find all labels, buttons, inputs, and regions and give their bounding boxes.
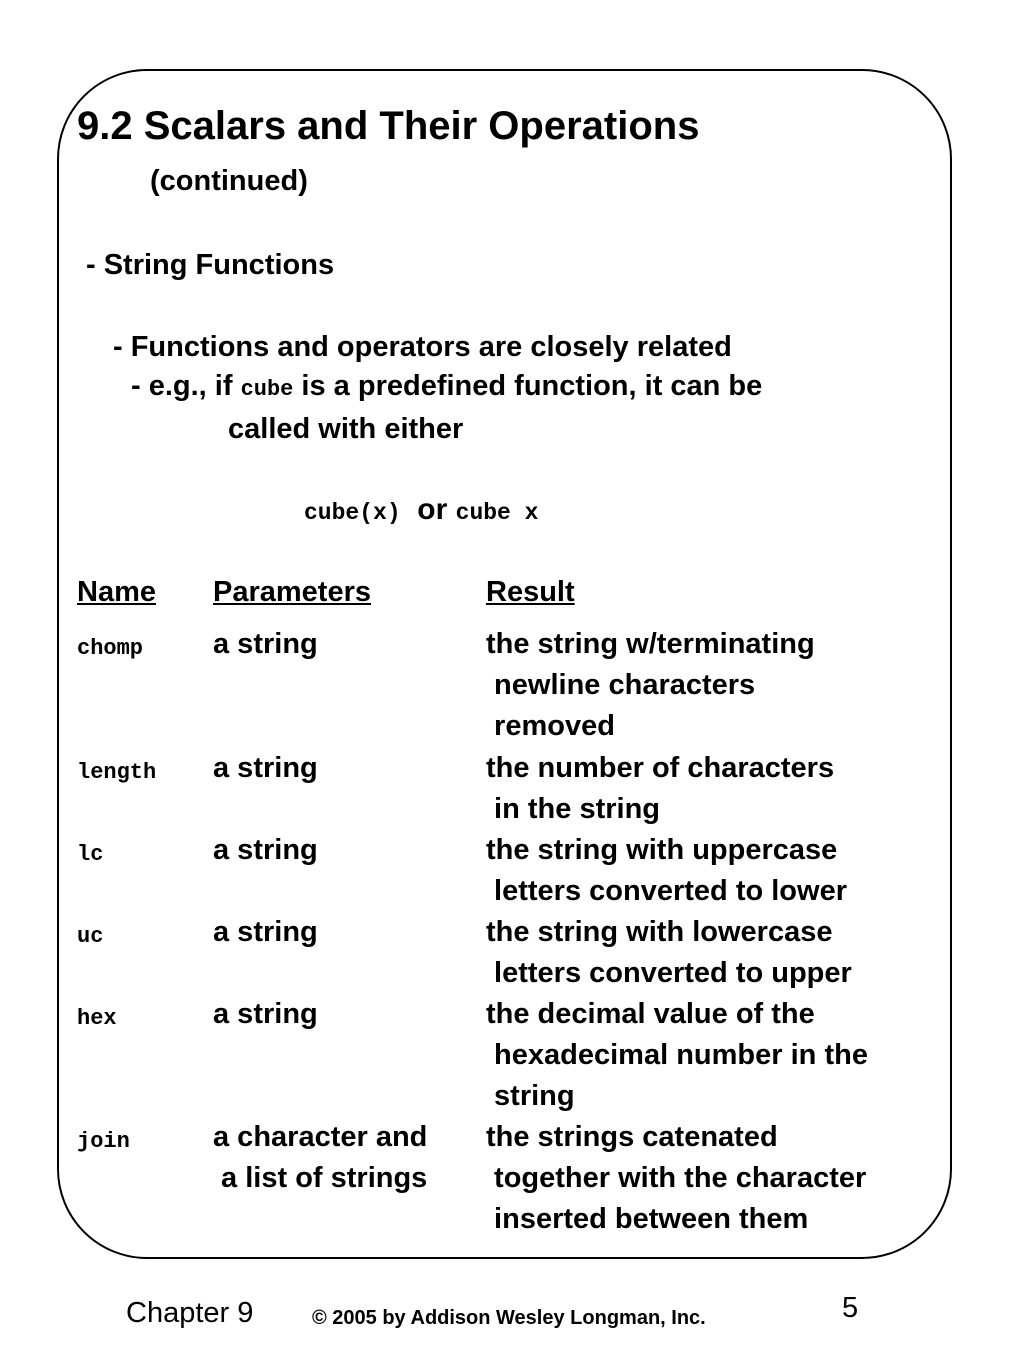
slide-subtitle: (continued) (150, 165, 308, 197)
footer-chapter: Chapter 9 (126, 1297, 254, 1329)
function-result: letters converted to lower (486, 875, 847, 907)
function-result: together with the character (486, 1162, 867, 1194)
header-parameters: Parameters (213, 576, 371, 608)
function-result: newline characters (486, 669, 756, 701)
slide-title: 9.2 Scalars and Their Operations (77, 104, 700, 148)
function-name: length (77, 760, 157, 785)
function-result: inserted between them (486, 1203, 809, 1235)
function-parameters: a string (213, 834, 318, 866)
footer-copyright: © 2005 by Addison Wesley Longman, Inc. (312, 1307, 706, 1329)
function-name: hex (77, 1006, 117, 1031)
function-name: lc (77, 842, 104, 867)
function-result: removed (486, 710, 615, 742)
function-parameters: a string (213, 998, 318, 1030)
function-result: the strings catenated (486, 1121, 778, 1153)
example-line (131, 370, 762, 403)
function-result: string (486, 1080, 575, 1112)
function-result: the string with lowercase (486, 916, 833, 948)
example-line-2: called with either (228, 413, 464, 445)
function-name: join (77, 1129, 130, 1154)
function-result: the number of characters (486, 752, 835, 784)
function-parameters: a character and (213, 1121, 428, 1153)
example-suffix: is a predefined function, it can be (293, 370, 763, 402)
call-or: or (417, 493, 448, 526)
page-number: 5 (842, 1292, 859, 1324)
function-result: the string w/terminating (486, 628, 815, 660)
function-result: hexadecimal number in the (486, 1039, 868, 1071)
section-heading: - String Functions (86, 249, 335, 281)
function-parameters: a string (213, 752, 318, 784)
function-parameters: a string (213, 628, 318, 660)
example-prefix: - e.g., if (131, 370, 241, 402)
function-name: chomp (77, 636, 144, 661)
example-code: cube (240, 377, 294, 402)
header-result: Result (486, 576, 575, 608)
function-result: the decimal value of the (486, 998, 815, 1030)
function-parameters: a string (213, 916, 318, 948)
function-result: letters converted to upper (486, 957, 852, 989)
bullet-text: - Functions and operators are closely related (113, 331, 732, 363)
call-form-1: cube(x) (304, 500, 401, 526)
function-name: uc (77, 924, 104, 949)
header-name: Name (77, 576, 156, 608)
call-form-2: cube x (455, 500, 539, 526)
call-forms (304, 493, 538, 527)
function-result: the string with uppercase (486, 834, 838, 866)
function-result: in the string (486, 793, 660, 825)
function-parameters: a list of strings (213, 1162, 428, 1194)
